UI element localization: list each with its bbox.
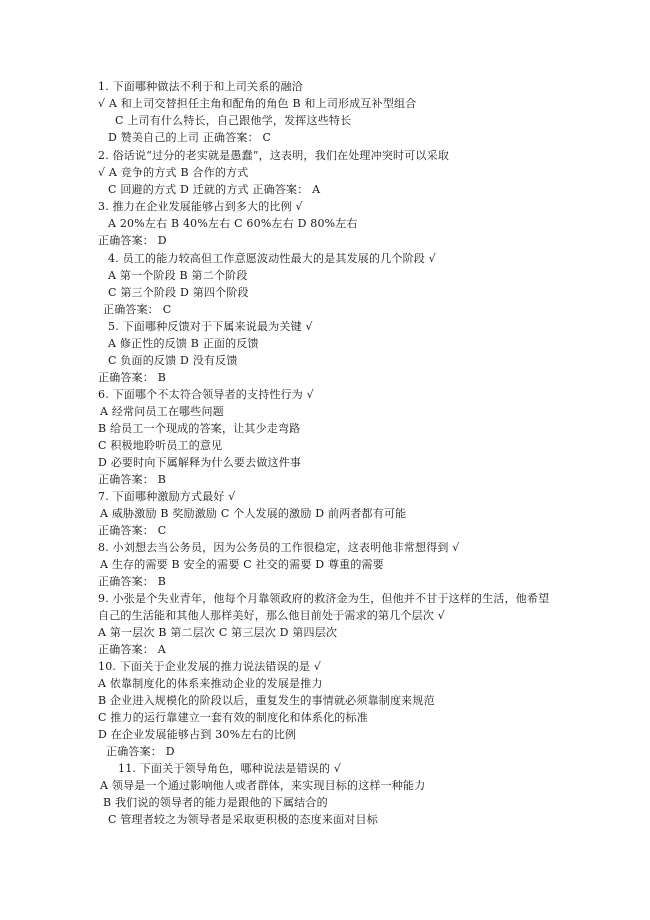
- q4-stem: 4. 员工的能力较高但工作意愿波动性最大的是其发展的几个阶段 √: [108, 252, 436, 265]
- q3-stem: 3. 推力在企业发展能够占到多大的比例 √: [98, 200, 303, 213]
- q11-option-a: A 领导是一个通过影响他人或者群体，来实现目标的这样一种能力: [100, 779, 426, 792]
- q10-answer: 正确答案： D: [106, 745, 175, 758]
- q10-option-d: D 在企业发展能够占到 30%左右的比例: [98, 728, 297, 741]
- q2-options-cd-answer: C 回避的方式 D 迁就的方式 正确答案： A: [108, 183, 321, 196]
- q9-stem-line2: 自己的生活能和其他人那样美好，那么他目前处于需求的第几个层次 √: [98, 609, 445, 622]
- q11-option-c: C 管理者较之为领导者是采取更积极的态度来面对目标: [108, 813, 378, 826]
- q8-stem: 8. 小刘想去当公务员，因为公务员的工作很稳定，这表明他非常想得到 √: [98, 541, 460, 554]
- q2-options-ab: √ A 竞争的方式 B 合作的方式: [98, 166, 249, 179]
- q10-option-b: B 企业进入规模化的阶段以后，重复发生的事情就必须靠制度来规范: [98, 694, 435, 707]
- q6-answer: 正确答案： B: [98, 473, 166, 486]
- q10-option-c: C 推力的运行靠建立一套有效的制度化和体系化的标准: [98, 711, 368, 724]
- q1-option-d-answer: D 赞美自己的上司 正确答案： C: [108, 131, 272, 144]
- q3-answer: 正确答案： D: [98, 234, 167, 247]
- q6-option-a: A 经常问员工在哪些问题: [100, 405, 224, 418]
- q3-options: A 20%左右 B 40%左右 C 60%左右 D 80%左右: [108, 217, 358, 230]
- q5-options-cd: C 负面的反馈 D 没有反馈: [108, 354, 238, 367]
- q1-options-ab: √ A 和上司交替担任主角和配角的角色 B 和上司形成互补型组合: [98, 97, 417, 110]
- q4-options-cd: C 第三个阶段 D 第四个阶段: [108, 286, 249, 299]
- q8-answer: 正确答案： B: [98, 575, 166, 588]
- q6-option-b: B 给员工一个现成的答案，让其少走弯路: [98, 422, 301, 435]
- q5-stem: 5. 下面哪种反馈对于下属来说最为关键 √: [108, 320, 313, 333]
- q9-answer: 正确答案： A: [98, 643, 166, 656]
- q2-stem: 2. 俗话说“过分的老实就是愚蠢”，这表明，我们在处理冲突时可以采取: [98, 149, 450, 162]
- q6-stem: 6. 下面哪个不太符合领导者的支持性行为 √: [98, 388, 314, 401]
- q4-answer: 正确答案： C: [103, 303, 172, 316]
- q9-options: A 第一层次 B 第二层次 C 第三层次 D 第四层次: [98, 626, 338, 639]
- q11-option-b: B 我们说的领导者的能力是跟他的下属结合的: [103, 796, 328, 809]
- q10-option-a: A 依靠制度化的体系来推动企业的发展是推力: [98, 677, 323, 690]
- q7-stem: 7. 下面哪种激励方式最好 √: [98, 490, 236, 503]
- q5-options-ab: A 修正性的反馈 B 正面的反馈: [108, 337, 259, 350]
- q7-options: A 威胁激励 B 奖励激励 C 个人发展的激励 D 前两者都有可能: [100, 507, 407, 520]
- q9-stem-line1: 9. 小张是个失业青年，他每个月靠领政府的救济金为生，但他并不甘于这样的生活，他希望: [98, 592, 550, 605]
- q5-answer: 正确答案： B: [98, 371, 166, 384]
- q11-stem: 11. 下面关于领导角色，哪种说法是错误的 √: [118, 762, 342, 775]
- q6-option-d: D 必要时向下属解释为什么要去做这件事: [98, 456, 302, 469]
- q10-stem: 10. 下面关于企业发展的推力说法错误的是 √: [98, 660, 322, 673]
- q8-options: A 生存的需要 B 安全的需要 C 社交的需要 D 尊重的需要: [100, 558, 384, 571]
- q1-stem: 1. 下面哪种做法不利于和上司关系的融洽: [98, 80, 303, 93]
- q7-answer: 正确答案： C: [98, 524, 167, 537]
- q4-options-ab: A 第一个阶段 B 第二个阶段: [108, 269, 248, 282]
- q1-option-c: C 上司有什么特长，自己跟他学，发挥这些特长: [115, 114, 352, 127]
- q6-option-c: C 积极地聆听员工的意见: [98, 439, 223, 452]
